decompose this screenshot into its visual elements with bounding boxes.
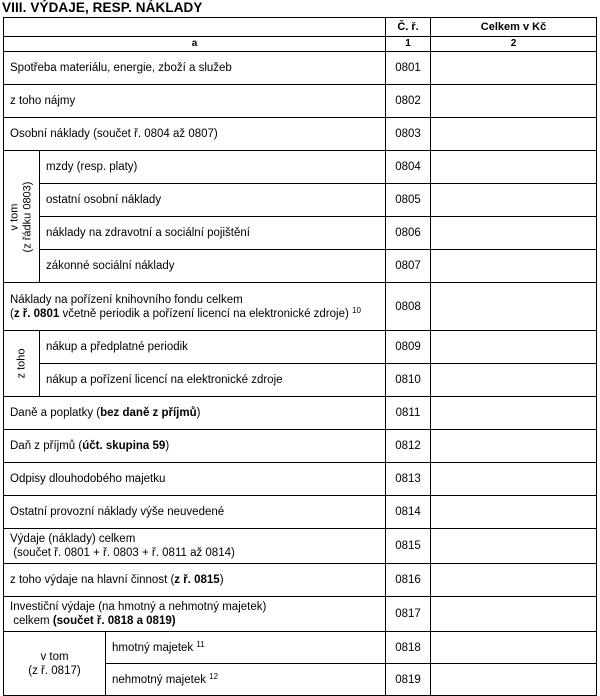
row-number: 0816 xyxy=(386,564,431,597)
row-label-0818: hmotný majetek $^{11}$ xyxy=(106,632,386,664)
table-row xyxy=(4,85,597,118)
table-row xyxy=(4,397,597,430)
subheader-col2: 2 xyxy=(431,37,597,52)
row-label: Odpisy dlouhodobého majetku xyxy=(4,463,386,496)
table-row xyxy=(4,118,597,151)
header-total: Celkem v Kč xyxy=(431,18,597,37)
value-cell[interactable] xyxy=(431,529,597,564)
subheader-a: a xyxy=(4,37,386,52)
value-cell[interactable] xyxy=(431,463,597,496)
table-row xyxy=(4,529,597,564)
table-row xyxy=(4,430,597,463)
value-cell[interactable] xyxy=(431,430,597,463)
header-row xyxy=(4,18,597,37)
value-cell[interactable] xyxy=(431,52,597,85)
subheader-col1: 1 xyxy=(386,37,431,52)
group-line2: (z řádku 0803) xyxy=(21,181,34,252)
group-label-0803 xyxy=(4,151,40,283)
row-label: z toho nájmy xyxy=(4,85,386,118)
table-row xyxy=(4,364,597,397)
table-row xyxy=(4,597,597,632)
row-number: 0802 xyxy=(386,85,431,118)
header-row-number: Č. ř. xyxy=(386,18,431,37)
footnote-ref: 12 xyxy=(209,671,219,681)
table-row xyxy=(4,250,597,283)
row-number: 0819 xyxy=(386,664,431,696)
subheader-row xyxy=(4,37,597,52)
value-cell[interactable] xyxy=(431,632,597,664)
row-number: 0811 xyxy=(386,397,431,430)
row-label-0815: Výdaje (náklady) celkem (součet ř. 0801 + ř. 0803 + ř. 0811 až 0814) xyxy=(4,529,386,564)
group-line2: (z ř. 0817) xyxy=(28,664,81,677)
value-cell[interactable] xyxy=(431,151,597,184)
row-label: Ostatní provozní náklady výše neuvedené xyxy=(4,496,386,529)
table-row xyxy=(4,283,597,331)
value-cell[interactable] xyxy=(431,217,597,250)
row-number: 0808 xyxy=(386,283,431,331)
value-cell[interactable] xyxy=(431,331,597,364)
row-number: 0807 xyxy=(386,250,431,283)
row-number: 0809 xyxy=(386,331,431,364)
row-number: 0814 xyxy=(386,496,431,529)
value-cell[interactable] xyxy=(431,397,597,430)
value-cell[interactable] xyxy=(431,118,597,151)
row-label: nákup a předplatné periodik xyxy=(40,331,386,364)
table-row xyxy=(4,151,597,184)
section-title: VIII. VÝDAJE, RESP. NÁKLADY xyxy=(2,0,203,15)
row-number: 0813 xyxy=(386,463,431,496)
table-row xyxy=(4,564,597,597)
group-label-0817 xyxy=(4,632,106,696)
row-number: 0805 xyxy=(386,184,431,217)
row-number: 0806 xyxy=(386,217,431,250)
value-cell[interactable] xyxy=(431,364,597,397)
value-cell[interactable] xyxy=(431,496,597,529)
row-label: Osobní náklady (součet ř. 0804 až 0807) xyxy=(4,118,386,151)
row-label-0808: Náklady na pořízení knihovního fondu celkem (z ř. 0801 včetně periodik a pořízení licencí na elektronické zdroje) $^{10}$ xyxy=(4,283,386,331)
row-number: 0804 xyxy=(386,151,431,184)
value-cell[interactable] xyxy=(431,664,597,696)
value-cell[interactable] xyxy=(431,283,597,331)
row-label-0816: z toho výdaje na hlavní činnost (z ř. 0815) xyxy=(4,564,386,597)
table-row xyxy=(4,463,597,496)
value-cell[interactable] xyxy=(431,597,597,632)
header-blank xyxy=(4,18,386,37)
row-number: 0803 xyxy=(386,118,431,151)
row-label-0817: Investiční výdaje (na hmotný a nehmotný majetek) celkem (součet ř. 0818 a 0819) xyxy=(4,597,386,632)
row-label-0811: Daně a poplatky (bez daně z příjmů) xyxy=(4,397,386,430)
table-row xyxy=(4,217,597,250)
row-label: nákup a pořízení licencí na elektronické zdroje xyxy=(40,364,386,397)
row-number: 0817 xyxy=(386,597,431,632)
value-cell[interactable] xyxy=(431,564,597,597)
group-line1: v tom xyxy=(40,650,69,663)
group-label-0808 xyxy=(4,331,40,397)
value-cell[interactable] xyxy=(431,85,597,118)
row-label-0812: Daň z příjmů (účt. skupina 59) xyxy=(4,430,386,463)
row-number: 0812 xyxy=(386,430,431,463)
row-number: 0818 xyxy=(386,632,431,664)
footnote-ref: 11 xyxy=(196,639,205,649)
value-cell[interactable] xyxy=(431,250,597,283)
table-row xyxy=(4,632,597,664)
table-row xyxy=(4,331,597,364)
row-label: náklady na zdravotní a sociální pojištění xyxy=(40,217,386,250)
value-cell[interactable] xyxy=(431,184,597,217)
row-label: ostatní osobní náklady xyxy=(40,184,386,217)
row-label: Spotřeba materiálu, energie, zboží a služeb xyxy=(4,52,386,85)
group-line1: v tom xyxy=(8,203,21,230)
row-number: 0815 xyxy=(386,529,431,564)
row-number: 0810 xyxy=(386,364,431,397)
row-number: 0801 xyxy=(386,52,431,85)
row-label-0819: nehmotný majetek $^{12}$ xyxy=(106,664,386,696)
table-row xyxy=(4,496,597,529)
row-label: mzdy (resp. platy) xyxy=(40,151,386,184)
footnote-ref: 10 xyxy=(352,305,361,315)
expenses-table xyxy=(3,17,597,696)
row-label: zákonné sociální náklady xyxy=(40,250,386,283)
group-line1: z toho xyxy=(15,348,27,379)
table-row xyxy=(4,184,597,217)
table-row xyxy=(4,52,597,85)
